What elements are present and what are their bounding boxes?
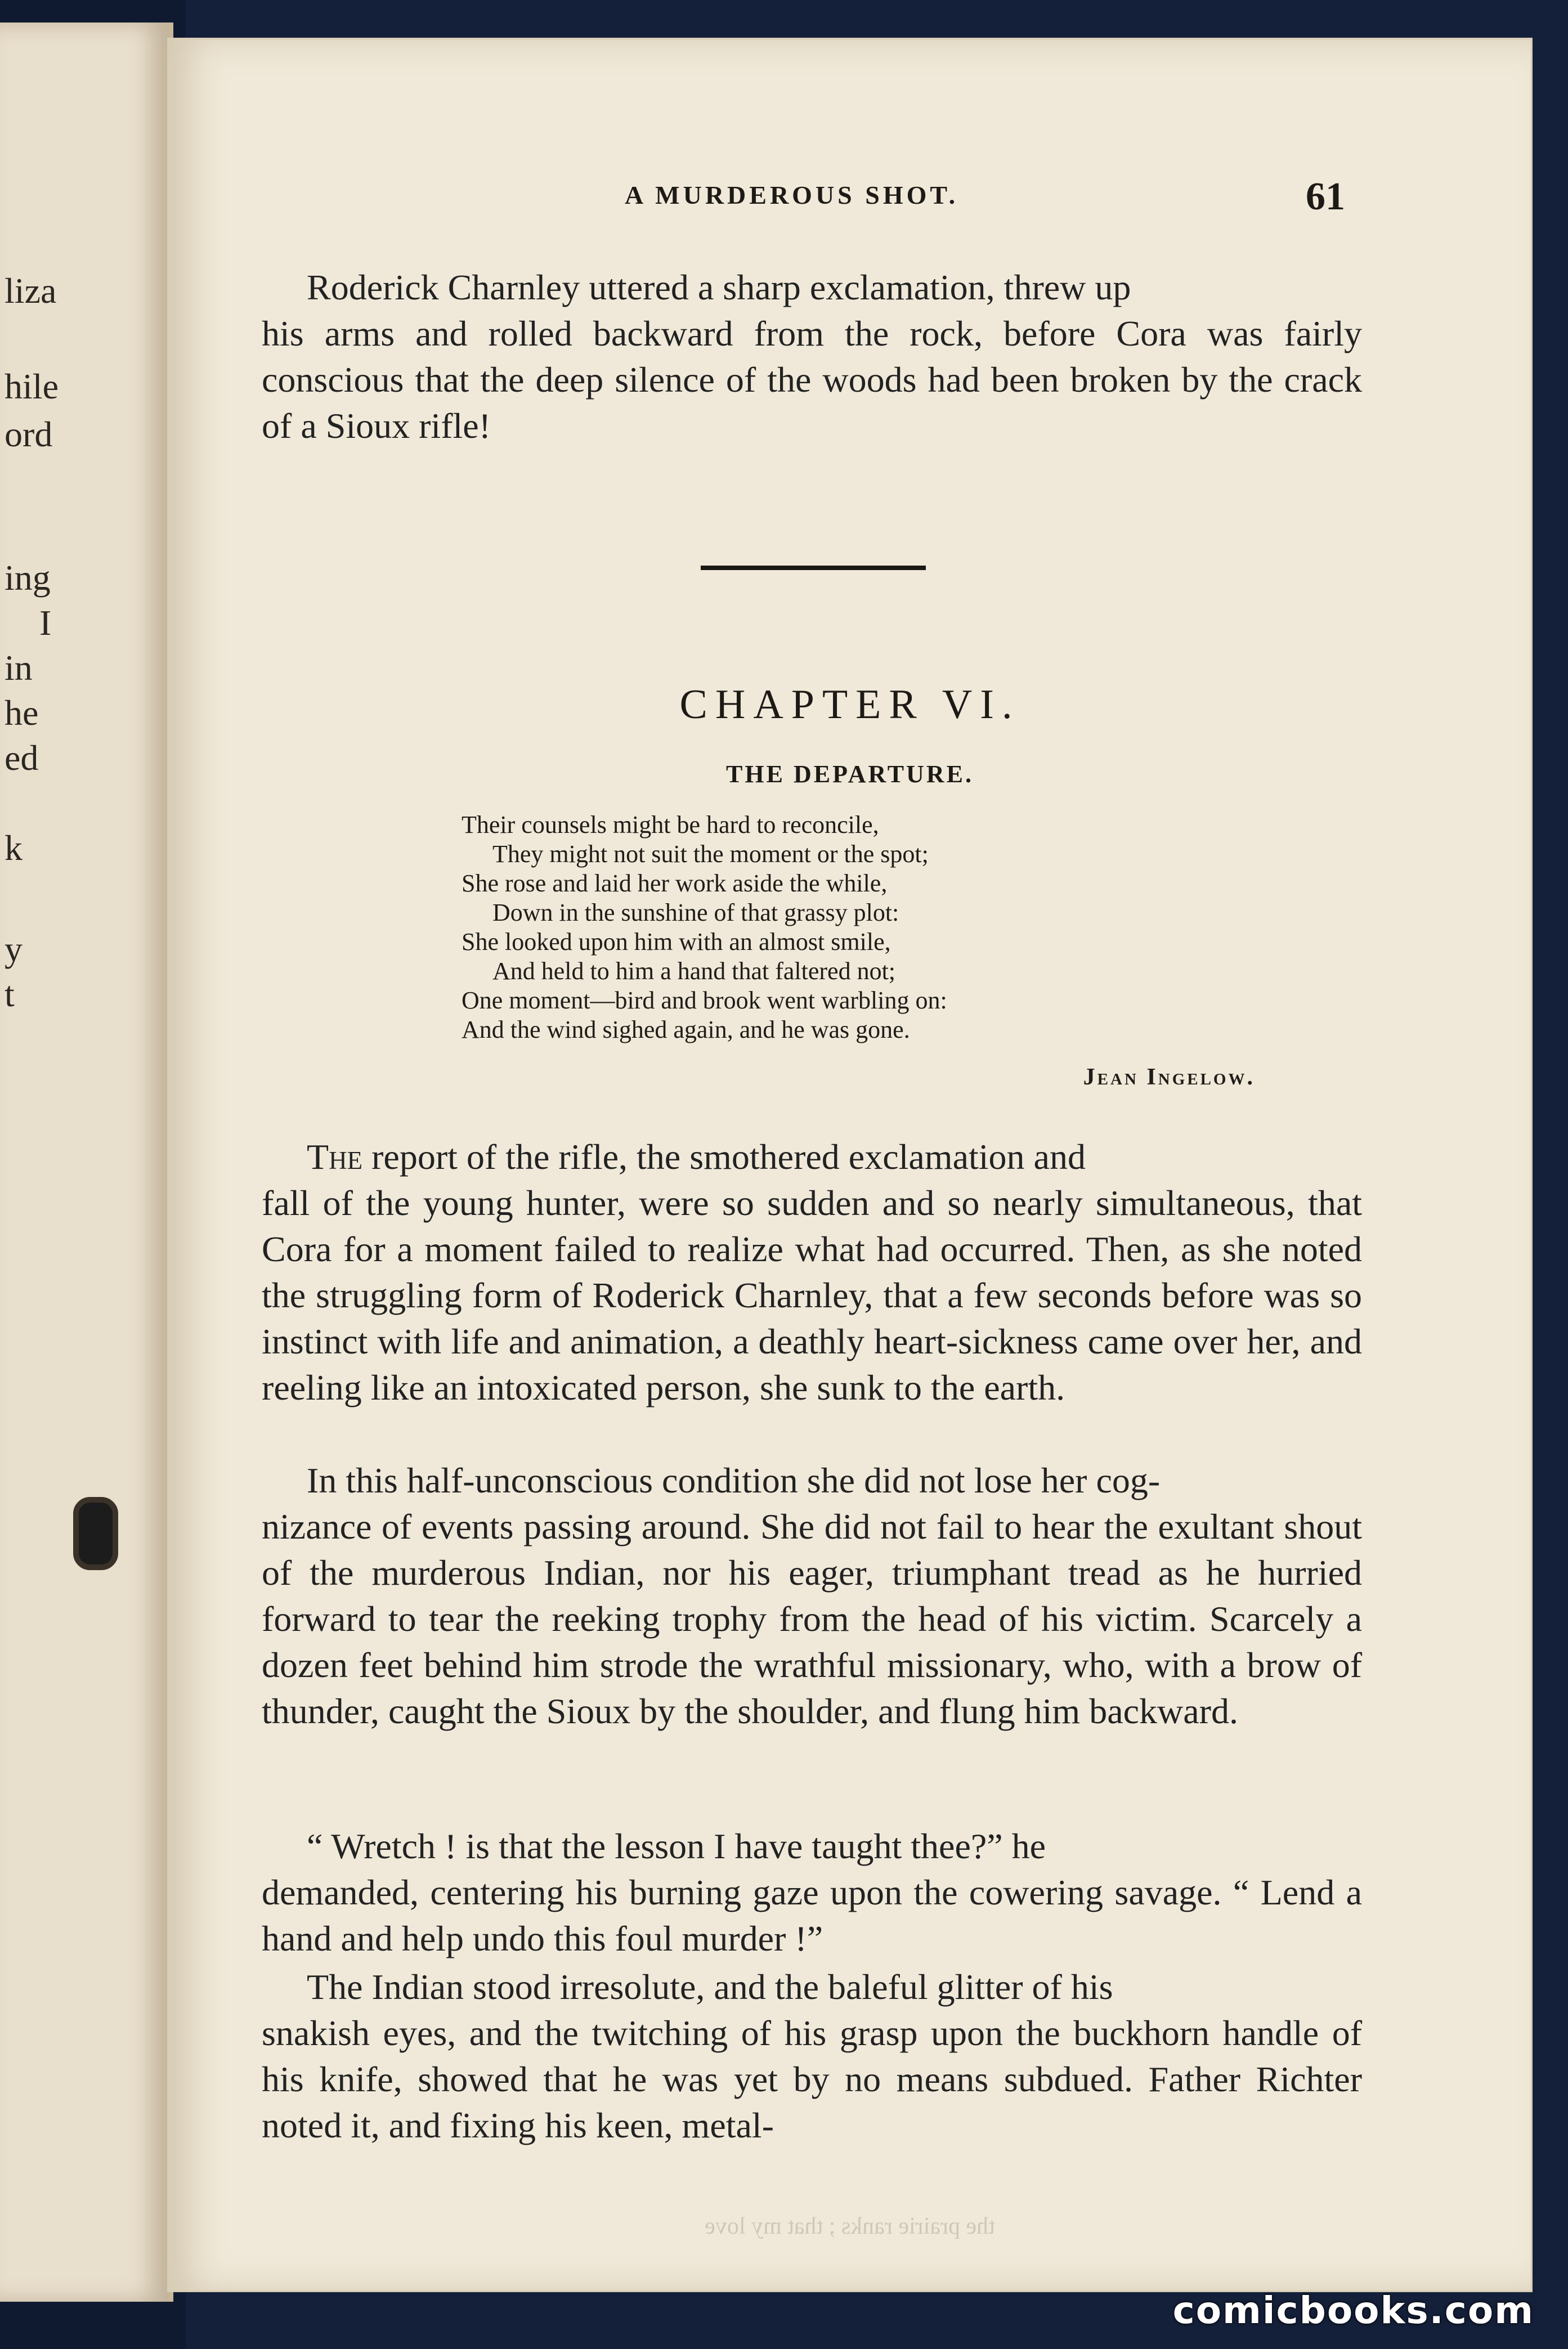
prev-page-fragment: ord [5, 414, 53, 454]
epigraph-line: And the wind sighed again, and he was gone. [462, 1016, 910, 1043]
paragraph-first-line: The Indian stood irresolute, and the baleful glitter of his [307, 1967, 1113, 2007]
epigraph-line: And held to him a hand that faltered not; [492, 957, 896, 985]
prev-page-fragment: in [5, 648, 33, 688]
prev-page-fragment: hile [5, 366, 59, 406]
prev-page-fragment: y [5, 929, 23, 969]
paragraph-text: demanded, centering his burning gaze upon the cowering savage. “ Lend a hand and help undo this foul murder !” [262, 1872, 1362, 1958]
epigraph-author: Jean Ingelow. [1083, 1064, 1255, 1090]
section-divider [701, 566, 926, 570]
watermark: comicbooks.com [1172, 2289, 1534, 2332]
page-number: 61 [1306, 175, 1345, 218]
prev-page-fragment: k [5, 828, 23, 868]
bleed-through-text: the prairie ranks ; that my love [705, 2213, 995, 2239]
paragraph-first-line: Roderick Charnley uttered a sharp exclamation, threw up [307, 267, 1131, 307]
paragraph [262, 1823, 1362, 1962]
epigraph [462, 810, 1249, 1045]
epigraph-line: Down in the sunshine of that grassy plot: [492, 899, 899, 926]
chapter-heading: CHAPTER VI. [679, 682, 1020, 728]
prev-page-fragment: liza [5, 271, 57, 311]
running-head [169, 175, 1531, 231]
paragraph [262, 1458, 1362, 1734]
paragraph-text: snakish eyes, and the twitching of his grasp upon the buckhorn handle of his knife, showed that he was yet by no means subdued. Father Richter noted it, and fixing his keen, metal- [262, 2013, 1362, 2145]
running-title: A MURDEROUS SHOT. [625, 181, 959, 209]
prev-page-fragment: I [39, 603, 52, 643]
paragraph-text: nizance of events passing around. She did not fail to hear the exultant shout of the murderous Indian, nor his eager, triumphant tread as he hurried forward to tear the reeking trophy from the head of his victim. Scarcely a dozen feet behind him strode the wrathful missionary, who, with a brow of thunder, caught the Sioux by the shoulder, and flung him backward. [262, 1507, 1362, 1731]
paragraph-first-line: In this half-unconscious condition she did not lose her cog- [307, 1460, 1161, 1500]
epigraph-line: They might not suit the moment or the spot; [492, 840, 929, 868]
prev-page-fragment: he [5, 693, 39, 733]
previous-page-edge [0, 23, 173, 2302]
binding-hole [73, 1497, 118, 1570]
epigraph-line: She looked upon him with an almost smile, [462, 928, 891, 956]
book-page [169, 39, 1531, 2290]
paragraph-first-line-text: report of the rifle, the smothered exclamation and [362, 1137, 1086, 1177]
prev-page-fragment: t [5, 974, 15, 1014]
epigraph-line: Their counsels might be hard to reconcile, [462, 811, 879, 839]
prev-page-fragment: ing [5, 558, 51, 598]
paragraph-lead-word: The [307, 1137, 363, 1177]
prev-page-fragment: ed [5, 738, 39, 778]
chapter-subtitle: THE DEPARTURE. [726, 760, 974, 788]
paragraph [262, 1134, 1362, 1411]
epigraph-line: One moment—bird and brook went warbling on: [462, 987, 947, 1014]
paragraph-text: fall of the young hunter, were so sudden and so nearly simultaneous, that Cora for a moment failed to realize what had occurred. Then, as she noted the struggling form of Roderick Charnley, that a few seconds before was so instinct with life and animation, a deathly heart-sickness came over her, and reeling like an intoxicated person, she sunk to the earth. [262, 1183, 1362, 1407]
paragraph-first-line: “ Wretch ! is that the lesson I have taught thee?” he [307, 1826, 1046, 1866]
epigraph-line: She rose and laid her work aside the while, [462, 869, 888, 897]
paragraph [262, 265, 1362, 449]
paragraph-first-line [262, 1134, 1362, 1180]
paragraph-text: his arms and rolled backward from the rock, before Cora was fairly conscious that the deep silence of the woods had been broken by the crack of a Sioux rifle! [262, 313, 1362, 446]
paragraph [262, 1964, 1362, 2149]
